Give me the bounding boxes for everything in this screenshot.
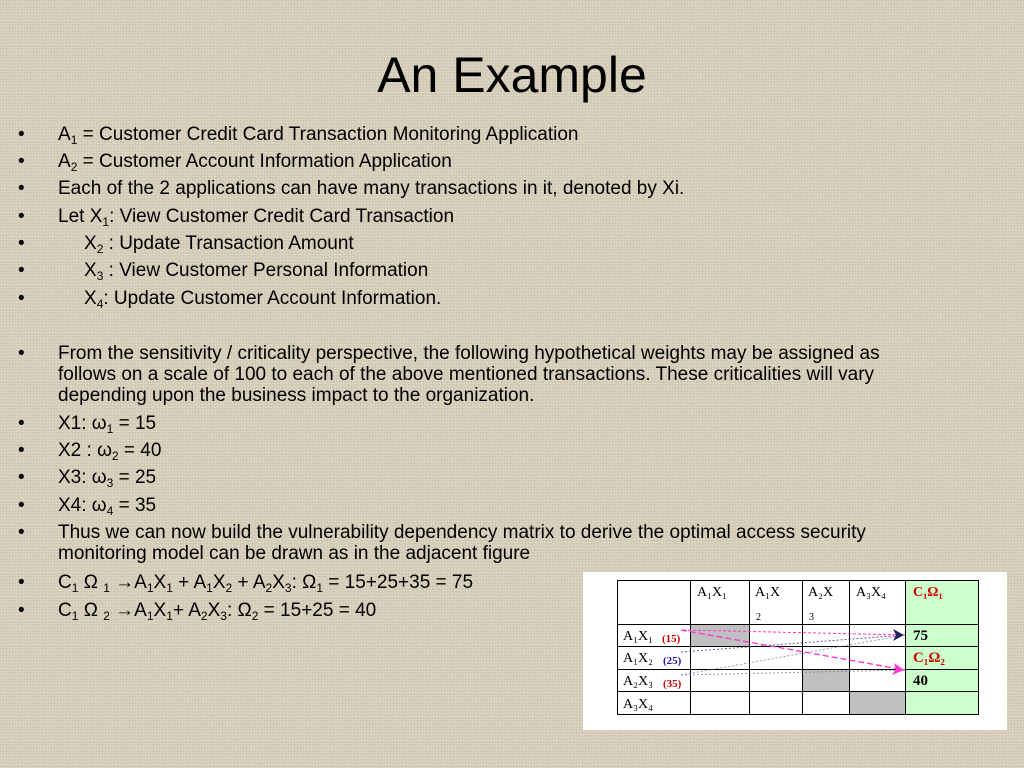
subscript: 1 <box>166 609 173 623</box>
text: : Ω <box>226 600 252 621</box>
weight-3: (35) <box>663 678 682 690</box>
col-header-2-sub: 2 <box>756 612 761 623</box>
text: = 15 <box>113 413 157 434</box>
subscript: 1 <box>146 581 154 595</box>
subscript: 1 <box>106 422 114 436</box>
col-header-result: C₁Ω₁ <box>913 585 943 600</box>
bullet-each-app: • Each of the 2 applications can have many transactions in it, denoted by Xi. <box>58 178 928 199</box>
text: X <box>212 572 226 593</box>
col-header-1: A₁X₁ <box>697 585 727 600</box>
shaded-cell-r4-c4 <box>849 691 905 714</box>
subscript: 1 <box>146 609 154 623</box>
bullet-sensitivity: • From the sensitivity / criticality perspective, the following hypothetical weights may be assigned as follows on a scale of 100 to each of the above mentioned transactions. These criticalities will vary depending upon the business impact to the organization. <box>58 343 928 406</box>
col-header-3: A₂X <box>808 585 834 600</box>
row-label-1: A₁X₁ <box>623 629 653 644</box>
bullet-matrix: • Thus we can now build the vulnerability dependency matrix to derive the optimal access security monitoring model can be drawn as in the adjacent figure <box>58 522 928 564</box>
text: X <box>153 600 167 621</box>
subscript: 3 <box>220 609 227 623</box>
subscript: 4 <box>96 297 104 311</box>
text: X2 : ω <box>58 440 112 461</box>
text: : View Customer Personal Information <box>103 260 429 281</box>
text: X <box>84 260 97 281</box>
subscript: 1 <box>316 581 324 595</box>
text: X <box>84 233 97 254</box>
text: : Ω <box>291 572 317 593</box>
subscript: 1 <box>166 581 173 595</box>
text: →A <box>109 572 147 593</box>
subscript: 2 <box>251 609 259 623</box>
text: →A <box>109 600 147 621</box>
subscript: 1 <box>103 581 110 595</box>
result-value-2: C₁Ω₂ <box>913 650 945 666</box>
subscript: 2 <box>200 609 208 623</box>
subscript: 1 <box>102 215 110 229</box>
bullet-w1 <box>58 413 928 434</box>
text: C <box>58 572 72 593</box>
subscript: 1 <box>71 581 79 595</box>
text: C <box>58 600 72 621</box>
dependency-matrix-figure <box>583 572 1007 730</box>
text: X <box>84 288 97 309</box>
col-header-3-sub: 3 <box>809 612 814 623</box>
bullet-w3 <box>58 467 928 488</box>
subscript: 3 <box>106 476 114 490</box>
subscript: 2 <box>111 449 119 463</box>
text: + A <box>232 572 266 593</box>
text: A <box>58 124 71 145</box>
text: A <box>58 151 71 172</box>
text: = Customer Credit Card Transaction Monitoring Application <box>77 124 579 145</box>
subscript: 2 <box>96 242 104 256</box>
text: X4: ω <box>58 495 107 516</box>
text: X <box>153 572 167 593</box>
text: + A <box>172 600 201 621</box>
subscript: 2 <box>225 581 233 595</box>
text: = 15+25+35 = 75 <box>323 572 474 593</box>
text: + A <box>172 572 207 593</box>
text: X1: ω <box>58 413 107 434</box>
row-label-3: A₂X₃ <box>623 674 653 689</box>
subscript: 2 <box>103 609 110 623</box>
bullet-x3 <box>84 260 924 281</box>
text: : Update Transaction Amount <box>103 233 354 254</box>
text: = 25 <box>113 467 157 488</box>
text: X3: ω <box>58 467 107 488</box>
result-value-3: 40 <box>913 673 928 689</box>
result-value-1: 75 <box>913 628 928 644</box>
subscript: 4 <box>106 504 114 518</box>
subscript: 2 <box>265 581 273 595</box>
col-header-2: A₁X <box>755 585 781 600</box>
col-header-4: A₃X₄ <box>856 585 886 600</box>
text: Ω <box>78 572 104 593</box>
subscript: 1 <box>71 609 79 623</box>
subscript: 3 <box>284 581 292 595</box>
bullet-w4 <box>58 495 928 516</box>
text: : View Customer Credit Card Transaction <box>109 206 455 227</box>
text: Ω <box>78 600 104 621</box>
text: = 40 <box>118 440 162 461</box>
text: X <box>272 572 285 593</box>
bullet-x2 <box>84 233 924 254</box>
subscript: 1 <box>70 133 78 147</box>
bullet-w2 <box>58 440 928 461</box>
bullet-a2 <box>58 151 928 172</box>
row-label-4: A₃X₄ <box>623 697 653 712</box>
dependency-matrix-svg <box>583 572 1007 730</box>
weight-2: (25) <box>663 655 682 667</box>
text: Let X <box>58 206 103 227</box>
slide-title: An Example <box>377 47 647 103</box>
bullet-x4 <box>84 288 924 309</box>
text: = 15+25 = 40 <box>258 600 377 621</box>
row-label-2: A₁X₂ <box>623 651 653 666</box>
subscript: 2 <box>70 160 78 174</box>
bullet-a1 <box>58 124 928 145</box>
bullet-x1 <box>58 206 928 227</box>
text: X <box>207 600 221 621</box>
text: = 35 <box>113 495 157 516</box>
shaded-cell-r1-c1 <box>690 624 749 646</box>
weight-1: (15) <box>662 633 681 645</box>
subscript: 1 <box>206 581 213 595</box>
arrow-line-gray-2 <box>681 670 905 675</box>
text: : Update Customer Account Information. <box>103 288 442 309</box>
text: = Customer Account Information Application <box>77 151 452 172</box>
subscript: 3 <box>96 269 104 283</box>
